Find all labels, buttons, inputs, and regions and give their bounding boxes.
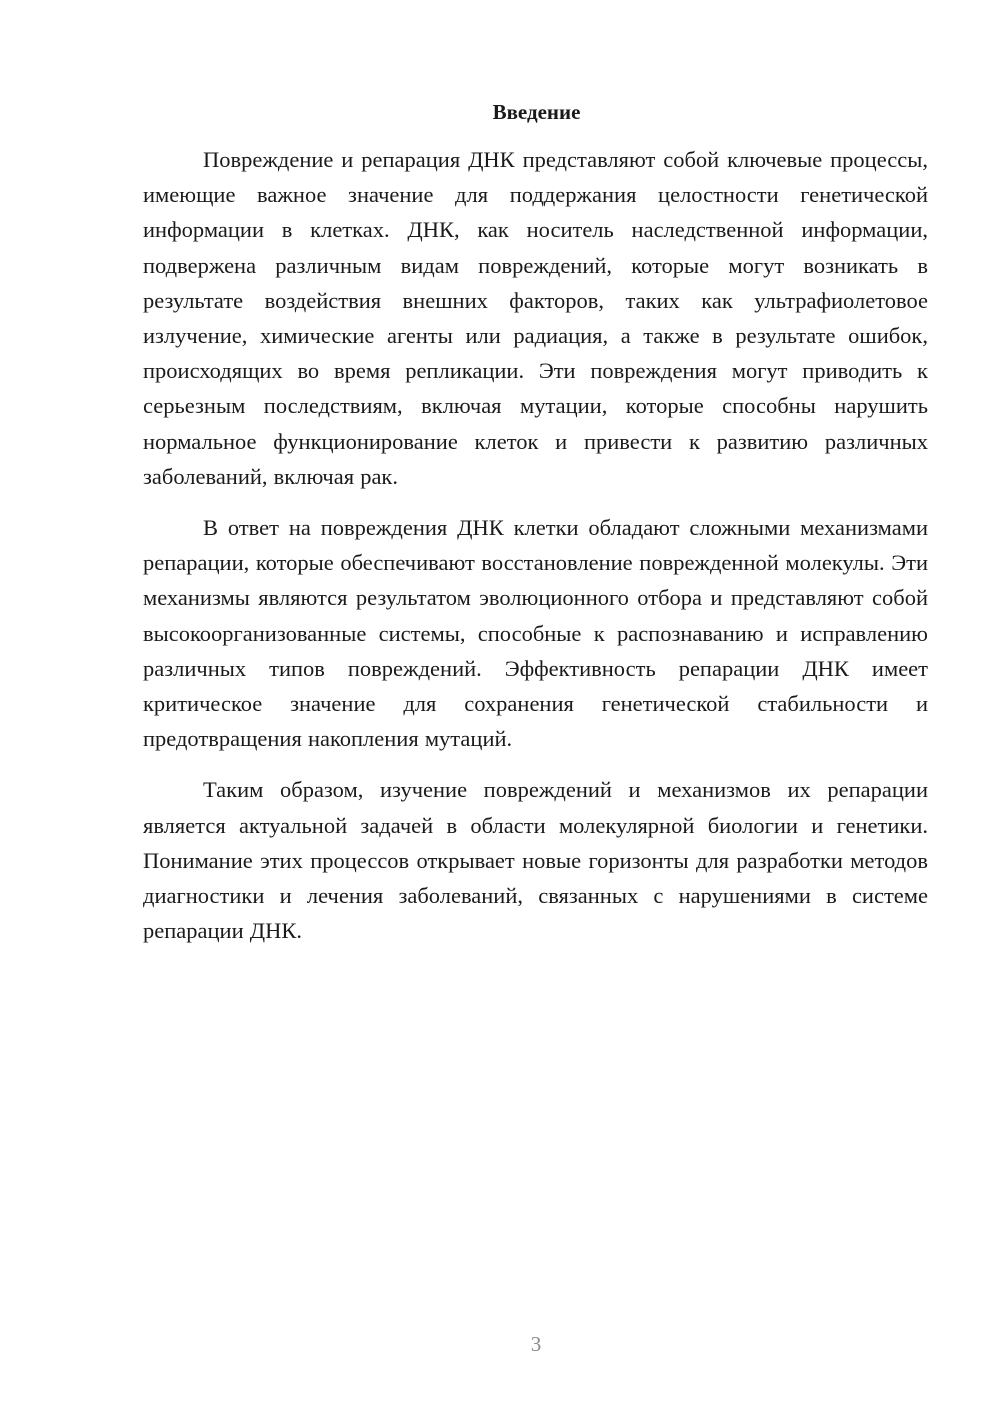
section-title: Введение <box>492 100 581 124</box>
paragraph-1: Повреждение и репарация ДНК представляют собой ключевые процессы, имеющие важное значение для поддержания целостности генетической информации в клетках. ДНК, как носитель наследственной информации, подвержена различным видам повреждений, которые могут возникать в результате воздействия внешних факторов, таких как ультрафиолетовое излучение, химические агенты или радиация, а также в результате ошибок, происходящих во время репликации. Эти повреждения могут приводить к серьезным последствиям, включая мутации, которые способны нарушить нормальное функционирование клеток и привести к развитию различных заболеваний, включая рак. <box>143 147 928 489</box>
page-content <box>143 94 928 948</box>
page-number: 3 <box>530 1332 542 1356</box>
paragraph-2: В ответ на повреждения ДНК клетки обладают сложными механизмами репарации, которые обеспечивают восстановление поврежденной молекулы. Эти механизмы являются результатом эволюционного отбора и представляют собой высокоорганизованные системы, способные к распознаванию и исправлению различных типов повреждений. Эффективность репарации ДНК имеет критическое значение для сохранения генетической стабильности и предотвращения накопления мутаций. <box>143 515 928 752</box>
paragraph-3: Таким образом, изучение повреждений и механизмов их репарации является актуальной задачей в области молекулярной биологии и генетики. Понимание этих процессов открывает новые горизонты для разработки методов диагностики и лечения заболеваний, связанных с нарушениями в системе репарации ДНК. <box>143 777 928 944</box>
